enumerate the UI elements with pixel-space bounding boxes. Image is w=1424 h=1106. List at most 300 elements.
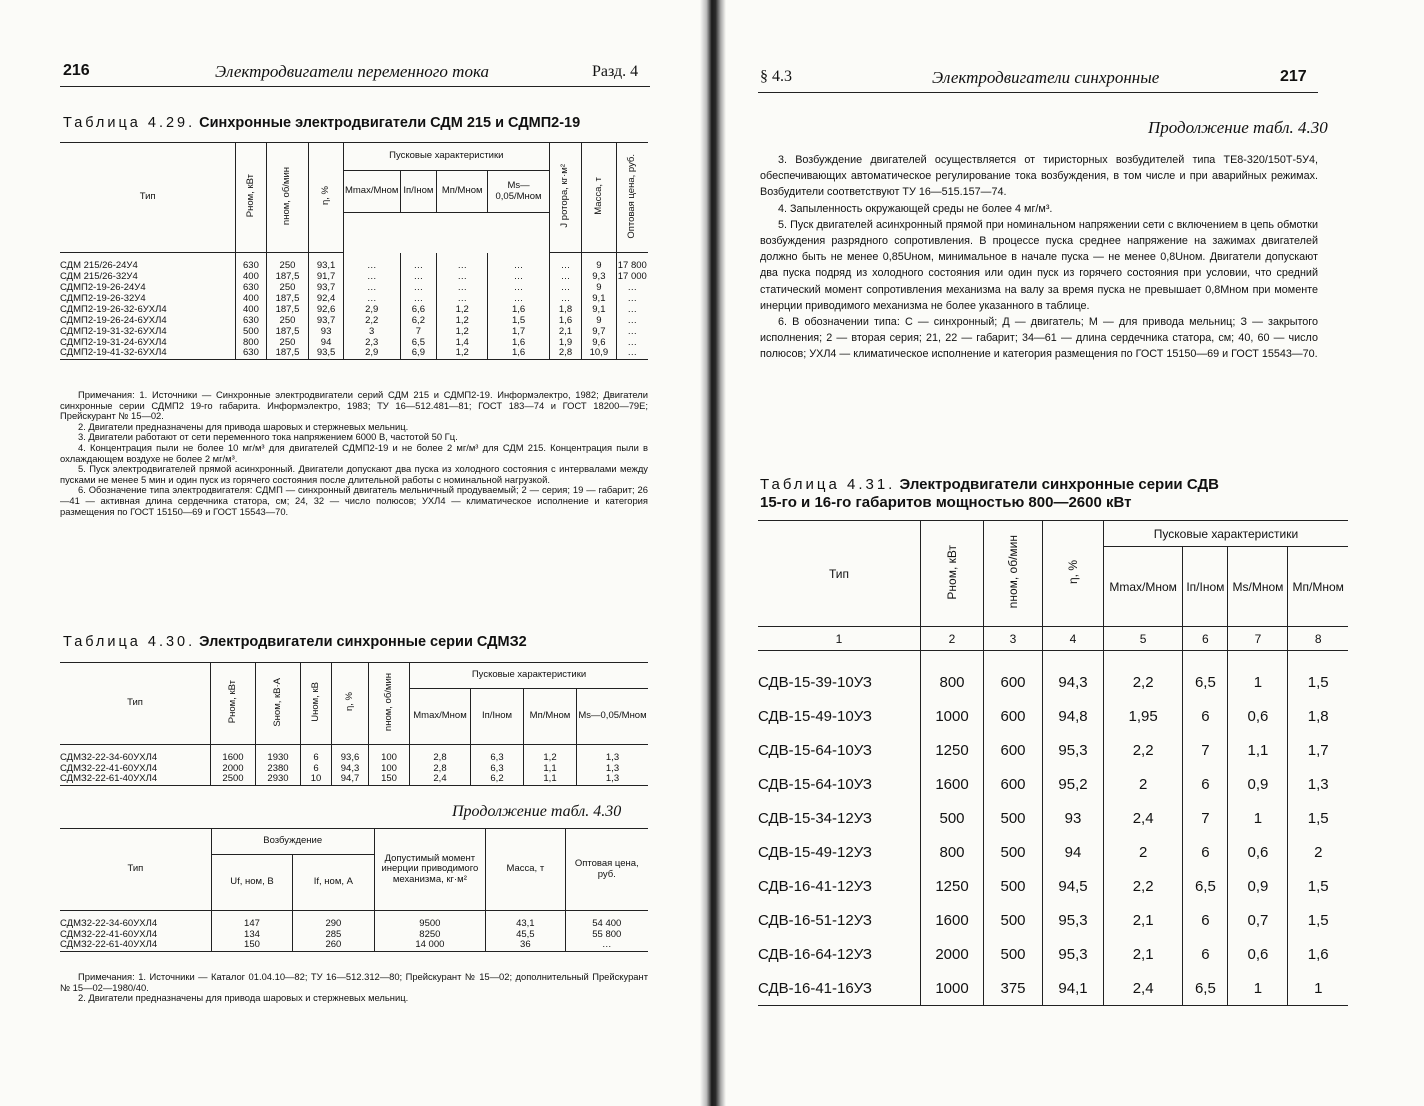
table-cell: 800 bbox=[921, 651, 984, 700]
table-cell: … bbox=[549, 293, 581, 304]
table-cell: 2 bbox=[1288, 835, 1348, 869]
table-cell: 600 bbox=[984, 767, 1043, 801]
table-cell: 500 bbox=[236, 326, 266, 337]
table-cell: … bbox=[549, 271, 581, 282]
table-row bbox=[758, 733, 1348, 767]
table-cell: 6 bbox=[1183, 767, 1228, 801]
th-speed bbox=[984, 521, 1043, 627]
table-cell: 1,6 bbox=[488, 348, 550, 359]
th-eta-text: η, % bbox=[1066, 559, 1080, 584]
table-cell: … bbox=[616, 348, 648, 359]
caption-prefix: Таблица 4.30. bbox=[63, 634, 196, 650]
table-cell: 1,3 bbox=[577, 763, 649, 774]
table-cell: 6,5 bbox=[1183, 651, 1228, 700]
table-cell: … bbox=[488, 253, 550, 272]
table-cell: 1,5 bbox=[1288, 869, 1348, 903]
table-cell: … bbox=[343, 253, 400, 272]
th-speed-text: nном, об/мин bbox=[382, 672, 394, 731]
table-row bbox=[60, 774, 648, 785]
th-price: Оптовая цена, руб. bbox=[565, 829, 648, 911]
table-row bbox=[758, 869, 1348, 903]
th-ms: Ms/Mном bbox=[1228, 547, 1288, 627]
table-cell: 9 bbox=[582, 253, 616, 272]
table-cell: 45,5 bbox=[486, 929, 565, 940]
th-excitation: Возбуждение bbox=[211, 829, 374, 855]
table-4-30-body bbox=[60, 745, 648, 786]
th-mp: Mп/Mном bbox=[437, 171, 488, 213]
table-cell: 1,2 bbox=[437, 348, 488, 359]
table-cell: 9,1 bbox=[582, 304, 616, 315]
table-cell: … bbox=[565, 940, 648, 951]
table-cell: 1,8 bbox=[549, 304, 581, 315]
column-number: 7 bbox=[1228, 627, 1288, 651]
table-cell: 147 bbox=[211, 911, 292, 930]
table-cell: 6,3 bbox=[471, 745, 524, 764]
table-cell: … bbox=[488, 293, 550, 304]
table-cell: … bbox=[437, 293, 488, 304]
table-row bbox=[758, 903, 1348, 937]
th-power-text: Pном, кВт bbox=[226, 680, 238, 724]
note: 6. Обозначение типа электродвигателя: СДМП — синхронный двигатель мельничный продуваемый; 2 — серия; 19 — габарит; 26—41 — активная длина сердечника статора, см; 24, 32 — число полюсов; УХЛ4 — климатическое исполнение и категория размещения по ГОСТ 15150—69 и ГОСТ 15543—70. bbox=[60, 484, 648, 517]
table-cell: 2,4 bbox=[1104, 801, 1183, 835]
table-cell: 187,5 bbox=[266, 326, 309, 337]
table-cell: 1000 bbox=[921, 971, 984, 1006]
table-cell: 2380 bbox=[256, 763, 301, 774]
th-spacer bbox=[343, 213, 549, 253]
table-cell: 0,7 bbox=[1228, 903, 1288, 937]
table-4-30-cont bbox=[60, 828, 648, 952]
table-cell: 630 bbox=[236, 315, 266, 326]
table-cell: 187,5 bbox=[266, 271, 309, 282]
table-cell: 1,6 bbox=[488, 304, 550, 315]
cell-type: СДМ 215/26-32У4 bbox=[60, 270, 138, 282]
cell-type: СДВ-16-41-16УЗ bbox=[758, 979, 872, 997]
th-u bbox=[301, 663, 332, 745]
caption-text: Электродвигатели синхронные серии СДМЗ2 bbox=[199, 634, 527, 650]
table-row bbox=[60, 271, 648, 282]
table-cell: 9500 bbox=[374, 911, 486, 930]
table-cell: 1930 bbox=[256, 745, 301, 764]
th-s-text: Sном, кВ·А bbox=[271, 677, 283, 727]
table-cell: … bbox=[343, 293, 400, 304]
cell-type: СДМП2-19-26-24У4 bbox=[60, 281, 146, 293]
note: 3. Возбуждение двигателей осуществляется от тиристорных возбудителей типа ТЕ8-320/150Т-5У4, обеспечивающих автоматическое регулирование тока возбуждения, в том числе и при аварийных режимах. Возбудители соответствуют ТУ 16—515.157—74. bbox=[760, 154, 1318, 199]
table-cell: 1 bbox=[1228, 801, 1288, 835]
table-cell: 55 800 bbox=[565, 929, 648, 940]
table-cell: 1,3 bbox=[1288, 767, 1348, 801]
cell-type: СДВ-16-51-12УЗ bbox=[758, 911, 872, 929]
table-cell: 1,95 bbox=[1104, 699, 1183, 733]
table-cell: 7 bbox=[1183, 801, 1228, 835]
table-cell: 1,4 bbox=[437, 337, 488, 348]
table-cell: 9,7 bbox=[582, 326, 616, 337]
table-4-31-body bbox=[758, 651, 1348, 1006]
table-cell: 600 bbox=[984, 699, 1043, 733]
table-cell: … bbox=[437, 253, 488, 272]
table-cell: 8250 bbox=[374, 929, 486, 940]
th-mass: Масса, т bbox=[486, 829, 565, 911]
left-page-number: 216 bbox=[63, 62, 90, 79]
cell-type: СДМЗ2-22-41-60УХЛ4 bbox=[60, 928, 158, 940]
table-cell: 250 bbox=[266, 253, 309, 272]
note: Примечания: 1. Источники — Синхронные электродвигатели серий СДМ 215 и СДМП2-19. Информэлектро, 1982; Двигатели синхронные серии СДМП2 19-го габарита. Информэлектро, 1983; ТУ 16—512.481—81; ГОСТ 183—74 и ГОСТ 18200—79Е; Прейскурант № 15—02. bbox=[60, 389, 648, 422]
table-cell: 2000 bbox=[921, 937, 984, 971]
table-cell: 500 bbox=[921, 801, 984, 835]
th-price-text: Оптовая цена, руб. bbox=[626, 153, 638, 239]
th-speed-text: nном, об/мин bbox=[1006, 535, 1020, 609]
table-cell: 500 bbox=[984, 903, 1043, 937]
table-cell: 187,5 bbox=[266, 293, 309, 304]
table-cell: 9,1 bbox=[582, 293, 616, 304]
table-cell: 6 bbox=[301, 745, 332, 764]
table-cell: 0,9 bbox=[1228, 767, 1288, 801]
table-cell: … bbox=[437, 271, 488, 282]
th-price bbox=[616, 143, 648, 253]
table-cell: … bbox=[488, 271, 550, 282]
table-cell: 1,1 bbox=[524, 774, 577, 785]
table-cell: 1,1 bbox=[1228, 733, 1288, 767]
table-4-29 bbox=[60, 142, 648, 360]
table-cell: 7 bbox=[1183, 733, 1228, 767]
th-speed-text: nном, об/мин bbox=[281, 166, 293, 225]
th-mmax: Mmax/Mном bbox=[343, 171, 400, 213]
table-cell: 2,2 bbox=[1104, 869, 1183, 903]
table-cell: 2,8 bbox=[410, 745, 471, 764]
table-row bbox=[60, 293, 648, 304]
th-eta bbox=[1043, 521, 1104, 627]
table-row bbox=[60, 745, 648, 764]
table-cell: 1,2 bbox=[524, 745, 577, 764]
right-page-number: 217 bbox=[1280, 68, 1307, 85]
left-running-title: Электродвигатели переменного тока bbox=[215, 62, 489, 81]
table-cell: 100 bbox=[369, 745, 410, 764]
table-cell: 6 bbox=[1183, 699, 1228, 733]
table-cell: … bbox=[616, 304, 648, 315]
left-section: Разд. 4 bbox=[592, 63, 639, 80]
note: 2. Двигатели предназначены для привода шаровых и стержневых мельниц. bbox=[78, 992, 409, 1004]
table-cell: … bbox=[616, 315, 648, 326]
table-row bbox=[60, 315, 648, 326]
table-cell: 1 bbox=[1288, 971, 1348, 1006]
table-cell: 2930 bbox=[256, 774, 301, 785]
table-cell: … bbox=[400, 293, 437, 304]
table-cell: 95,3 bbox=[1043, 937, 1104, 971]
table-cell: 1,5 bbox=[488, 315, 550, 326]
table-cell: 2,2 bbox=[1104, 733, 1183, 767]
caption-prefix: Таблица 4.31. bbox=[760, 476, 896, 493]
table-cell: 6,9 bbox=[400, 348, 437, 359]
table-4-30-notes bbox=[60, 972, 648, 1004]
table-cell: 400 bbox=[236, 271, 266, 282]
table-cell: 0,6 bbox=[1228, 699, 1288, 733]
cell-type: СДВ-15-64-10УЗ bbox=[758, 775, 872, 793]
table-cell: 17 000 bbox=[617, 270, 647, 282]
table-cell: 6 bbox=[1183, 937, 1228, 971]
table-cell: 600 bbox=[984, 651, 1043, 700]
note: 4. Концентрация пыли не более 10 мг/м³ для двигателей СДМП2-19 и не более 2 мг/м³ для СДМ 215. Концентрация пыли в охлаждающем воздухе не более 2 мг/м³. bbox=[60, 441, 648, 464]
table-cell: 95,2 bbox=[1043, 767, 1104, 801]
table-cell: 2000 bbox=[211, 763, 256, 774]
table-cell: 630 bbox=[236, 253, 266, 272]
table-cell: 375 bbox=[984, 971, 1043, 1006]
table-cell: 94 bbox=[1043, 835, 1104, 869]
table-cell: 1,7 bbox=[488, 326, 550, 337]
table-cell: 1,3 bbox=[577, 745, 649, 764]
table-cell: 6 bbox=[1183, 903, 1228, 937]
th-power-text: Pном, кВт bbox=[244, 174, 256, 218]
note: 6. В обозначении типа: С — синхронный; Д — двигатель; М — для привода мельниц; З — закрытого исполнения; 2 — вторая серия; 21, 22 — габарит; 34—61 — длина сердечника статора, см; 40, 60 — число полюсов; УХЛ4 — климатическое исполнение и категория размещения по ГОСТ 15150—69 и ГОСТ 15543—70. bbox=[760, 316, 1318, 361]
table-cell: 6,2 bbox=[400, 315, 437, 326]
table-cell: 500 bbox=[984, 937, 1043, 971]
right-notes bbox=[760, 152, 1318, 363]
table-cell: 1,2 bbox=[437, 315, 488, 326]
table-4-29-notes bbox=[60, 390, 648, 517]
table-cell: 1 bbox=[1228, 651, 1288, 700]
table-cell: 6,3 bbox=[471, 763, 524, 774]
th-ip: Iп/Iном bbox=[400, 171, 437, 213]
left-page bbox=[0, 0, 705, 1106]
th-mass-text: Масса, т bbox=[592, 177, 604, 215]
table-cell: … bbox=[437, 282, 488, 293]
table-cell: 1000 bbox=[921, 699, 984, 733]
table-cell: 93 bbox=[309, 326, 343, 337]
th-power bbox=[921, 521, 984, 627]
table-cell: 0,9 bbox=[1228, 869, 1288, 903]
column-number: 3 bbox=[984, 627, 1043, 651]
table-cell: … bbox=[549, 253, 581, 272]
table-cell: … bbox=[343, 271, 400, 282]
table-cell: 500 bbox=[984, 835, 1043, 869]
table-4-31-caption bbox=[760, 476, 1320, 512]
th-power bbox=[211, 663, 256, 745]
th-ms: Ms—0,05/Mном bbox=[577, 689, 649, 745]
table-cell: 6 bbox=[301, 763, 332, 774]
table-cell: 250 bbox=[266, 337, 309, 348]
cell-type: СДВ-15-49-12УЗ bbox=[758, 843, 872, 861]
table-cell: 93,1 bbox=[309, 253, 343, 272]
cell-type: СДМП2-19-26-32-6УХЛ4 bbox=[60, 303, 167, 315]
cell-type: СДМП2-19-26-32У4 bbox=[60, 292, 146, 304]
table-cell: 1 bbox=[1228, 971, 1288, 1006]
table-cell: 2,4 bbox=[1104, 971, 1183, 1006]
table-cell: 92,4 bbox=[309, 293, 343, 304]
table-cell: 92,6 bbox=[309, 304, 343, 315]
cell-type: СДВ-15-34-12УЗ bbox=[758, 809, 872, 827]
table-cell: 2,4 bbox=[410, 774, 471, 785]
table-cell: 1250 bbox=[921, 869, 984, 903]
table-cell: 1600 bbox=[921, 767, 984, 801]
table-cell: 94,3 bbox=[1043, 651, 1104, 700]
th-mass bbox=[582, 143, 616, 253]
table-row bbox=[758, 651, 1348, 700]
cell-type: СДВ-15-49-10УЗ bbox=[758, 707, 872, 725]
table-cell: 630 bbox=[236, 348, 266, 359]
table-cell: 630 bbox=[236, 282, 266, 293]
cell-type: СДМЗ2-22-61-40УХЛ4 bbox=[60, 939, 158, 951]
table-row bbox=[758, 767, 1348, 801]
th-speed bbox=[266, 143, 309, 253]
table-row bbox=[60, 326, 648, 337]
table-cell: 1,2 bbox=[437, 304, 488, 315]
table-cell: … bbox=[616, 282, 648, 293]
table-cell: 94,5 bbox=[1043, 869, 1104, 903]
th-power bbox=[236, 143, 266, 253]
table-cell: 93,7 bbox=[309, 282, 343, 293]
table-cell: 9 bbox=[582, 282, 616, 293]
cell-type: СДМП2-19-26-24-6УХЛ4 bbox=[60, 314, 167, 326]
table-cell: 1600 bbox=[211, 745, 256, 764]
cell-type: СДМП2-19-31-24-6УХЛ4 bbox=[60, 336, 167, 348]
table-row bbox=[758, 699, 1348, 733]
table-cell: 800 bbox=[236, 337, 266, 348]
table-cell: 134 bbox=[211, 929, 292, 940]
right-running-title: Электродвигатели синхронные bbox=[932, 68, 1160, 87]
table-cell: … bbox=[400, 253, 437, 272]
table-cell: 400 bbox=[236, 304, 266, 315]
table-cell: 1,5 bbox=[1288, 903, 1348, 937]
table-cell: 250 bbox=[266, 315, 309, 326]
table-cell: … bbox=[400, 282, 437, 293]
cell-type: СДВ-16-64-12УЗ bbox=[758, 945, 872, 963]
table-cell: 95,3 bbox=[1043, 903, 1104, 937]
th-moment: Допустимый момент инерции приводимого механизма, кг·м² bbox=[374, 829, 486, 911]
cell-type: СДМП2-19-31-32-6УХЛ4 bbox=[60, 325, 167, 337]
table-row bbox=[60, 911, 648, 930]
table-4-30-cont-body bbox=[60, 911, 648, 952]
header-rule bbox=[758, 92, 1318, 93]
table-cell: … bbox=[616, 293, 648, 304]
table-cell: 285 bbox=[293, 929, 374, 940]
table-cell: … bbox=[616, 337, 648, 348]
table-4-30-caption bbox=[63, 634, 653, 650]
table-cell: 7 bbox=[400, 326, 437, 337]
table-cell: … bbox=[488, 282, 550, 293]
table-cell: 17 800 bbox=[616, 253, 648, 272]
th-mmax: Mmax/Mном bbox=[1104, 547, 1183, 627]
th-type: Тип bbox=[60, 143, 236, 253]
table-cell: 1,6 bbox=[549, 315, 581, 326]
th-speed bbox=[369, 663, 410, 745]
table-row bbox=[758, 835, 1348, 869]
table-cell: 187,5 bbox=[266, 348, 309, 359]
table-cell: … bbox=[343, 282, 400, 293]
table-cell: 2,9 bbox=[343, 348, 400, 359]
note: 5. Пуск электродвигателей прямой асинхронный. Двигатели допускают два пуска из холодного состояния с интервалами между пусками не менее 5 мин и один пуск из горячего состояния после длительной работы с номинальной нагрузкой. bbox=[60, 463, 648, 485]
caption-line-2: 15-го и 16-го габаритов мощностью 800—2600 кВт bbox=[760, 494, 1132, 511]
table-cell: 2,2 bbox=[1104, 651, 1183, 700]
table-cell: 2 bbox=[1104, 835, 1183, 869]
table-cell: 0,6 bbox=[1228, 937, 1288, 971]
table-cell: 2,1 bbox=[1104, 937, 1183, 971]
caption-prefix: Таблица 4.29. bbox=[63, 115, 196, 131]
table-cell: 9,3 bbox=[582, 271, 616, 282]
table-cell: 43,1 bbox=[486, 911, 565, 930]
table-cell: 2 bbox=[1104, 767, 1183, 801]
table-cell: 6,6 bbox=[400, 304, 437, 315]
table-cell: 93,5 bbox=[309, 348, 343, 359]
table-cell: 1,8 bbox=[1288, 699, 1348, 733]
table-cell: 94,3 bbox=[332, 763, 369, 774]
table-cell: 94,7 bbox=[332, 774, 369, 785]
caption-line-1: Электродвигатели синхронные серии СДВ bbox=[899, 476, 1219, 493]
table-cell: 100 bbox=[369, 763, 410, 774]
th-start: Пусковые характеристики bbox=[410, 663, 649, 689]
th-ms: Ms—0,05/Mном bbox=[488, 171, 550, 213]
table-row bbox=[60, 253, 648, 272]
table-cell: 91,7 bbox=[309, 271, 343, 282]
th-s bbox=[256, 663, 301, 745]
table-row bbox=[758, 971, 1348, 1006]
cell-type: СДМЗ2-22-34-60УХЛ4 bbox=[60, 918, 158, 929]
table-row bbox=[758, 937, 1348, 971]
table-row bbox=[60, 348, 648, 359]
note: 4. Запыленность окружающей среды не более 4 мг/м³. bbox=[778, 202, 1053, 215]
table-cell: 2,2 bbox=[343, 315, 400, 326]
table-cell: 1,5 bbox=[1288, 801, 1348, 835]
table-cell: 2,1 bbox=[549, 326, 581, 337]
table-cell: 2,8 bbox=[410, 763, 471, 774]
cell-type: СДВ-15-39-10УЗ bbox=[758, 673, 872, 691]
table-4-30 bbox=[60, 662, 648, 786]
th-j bbox=[549, 143, 581, 253]
table-cell: 9,6 bbox=[582, 337, 616, 348]
th-u-text: Uном, кВ bbox=[309, 682, 321, 722]
th-eta-text: η, % bbox=[343, 692, 355, 712]
th-eta bbox=[309, 143, 343, 253]
column-number: 6 bbox=[1183, 627, 1228, 651]
table-cell: 2,8 bbox=[549, 348, 581, 359]
table-cell: 600 bbox=[984, 733, 1043, 767]
table-row bbox=[60, 304, 648, 315]
table-cell: 1250 bbox=[921, 733, 984, 767]
cell-type: СДМЗ2-22-34-60УХЛ4 bbox=[60, 752, 158, 763]
table-cell: 1,3 bbox=[577, 774, 649, 785]
column-number: 2 bbox=[921, 627, 984, 651]
table-cell: 800 bbox=[921, 835, 984, 869]
column-numbers-row bbox=[758, 627, 1348, 651]
right-section: § 4.3 bbox=[760, 68, 792, 85]
table-cell: 1,2 bbox=[437, 326, 488, 337]
table-cell: 94,8 bbox=[1043, 699, 1104, 733]
table-cell: … bbox=[549, 282, 581, 293]
cell-type: СДМЗ2-22-41-60УХЛ4 bbox=[60, 762, 158, 774]
table-cell: 36 bbox=[486, 940, 565, 951]
th-type: Тип bbox=[758, 521, 921, 627]
th-j-text: J ротора, кг·м² bbox=[559, 164, 571, 228]
table-cell: 250 bbox=[266, 282, 309, 293]
th-mp: Mп/Mном bbox=[524, 689, 577, 745]
note: 3. Двигатели работают от сети переменного тока напряжением 6000 В, частотой 50 Гц. bbox=[78, 431, 458, 443]
column-number: 5 bbox=[1104, 627, 1183, 651]
table-cell: 400 bbox=[236, 293, 266, 304]
table-4-29-caption bbox=[63, 115, 653, 131]
table-cell: 1,1 bbox=[524, 763, 577, 774]
table-cell: 93 bbox=[1043, 801, 1104, 835]
cell-type: СДМЗ2-22-61-40УХЛ4 bbox=[60, 773, 158, 785]
table-cell: 1,5 bbox=[1288, 651, 1348, 700]
table-cell: 2,9 bbox=[343, 304, 400, 315]
table-cell: 95,3 bbox=[1043, 733, 1104, 767]
table-cell: 1,9 bbox=[549, 337, 581, 348]
th-eta-text: η, % bbox=[319, 186, 331, 206]
right-page bbox=[712, 0, 1424, 1106]
th-type: Тип bbox=[60, 829, 211, 911]
cell-type: СДВ-15-64-10УЗ bbox=[758, 741, 872, 759]
table-cell: 3 bbox=[343, 326, 400, 337]
table-row bbox=[758, 801, 1348, 835]
table-cell: 1,7 bbox=[1288, 733, 1348, 767]
table-cell: 6 bbox=[1183, 835, 1228, 869]
